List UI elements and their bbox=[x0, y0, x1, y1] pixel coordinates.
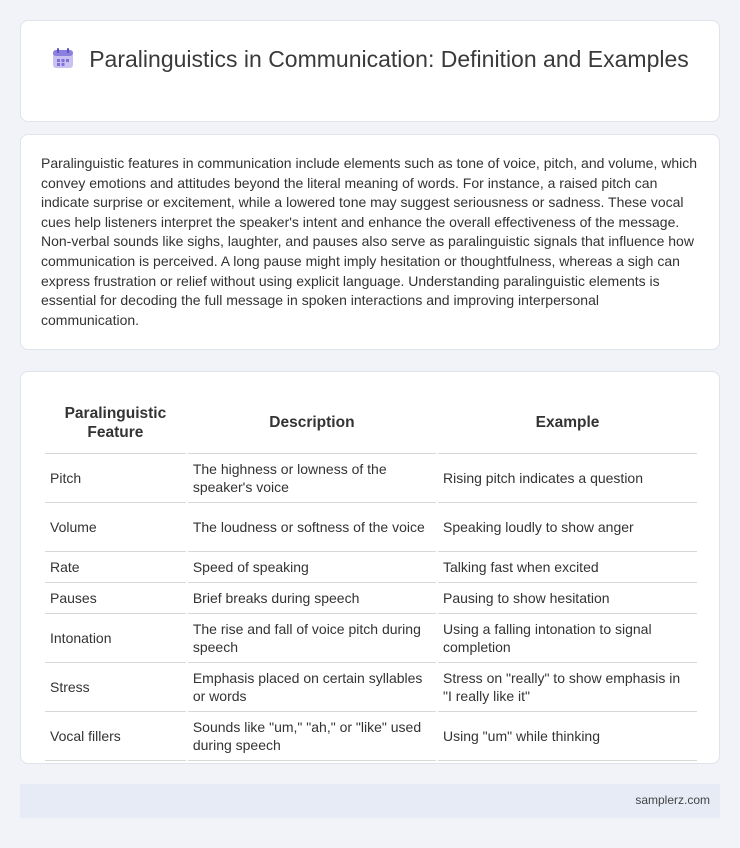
cell-feature: Volume bbox=[45, 503, 186, 552]
table-row bbox=[45, 552, 697, 583]
header-description: Description bbox=[188, 392, 436, 454]
page-title-wrap bbox=[21, 45, 719, 74]
cell-feature: Pauses bbox=[45, 583, 186, 614]
cell-example: Speaking loudly to show anger bbox=[438, 503, 697, 552]
cell-feature: Rate bbox=[45, 552, 186, 583]
cell-description: The highness or lowness of the speaker's voice bbox=[188, 454, 436, 503]
cell-feature: Stress bbox=[45, 663, 186, 712]
table-row bbox=[45, 583, 697, 614]
header-feature: Paralinguistic Feature bbox=[45, 392, 186, 454]
cell-example: Rising pitch indicates a question bbox=[438, 454, 697, 503]
cell-example: Pausing to show hesitation bbox=[438, 583, 697, 614]
cell-example: Talking fast when excited bbox=[438, 552, 697, 583]
cell-description: Brief breaks during speech bbox=[188, 583, 436, 614]
cell-feature: Intonation bbox=[45, 614, 186, 663]
header-example: Example bbox=[438, 392, 697, 454]
table-row bbox=[45, 663, 697, 712]
intro-card bbox=[20, 134, 720, 350]
cell-description: Sounds like "um," "ah," or "like" used during speech bbox=[188, 712, 436, 761]
cell-feature: Vocal fillers bbox=[45, 712, 186, 761]
footer-site-link[interactable]: samplerz.com bbox=[635, 793, 710, 807]
cell-example: Stress on "really" to show emphasis in "I really like it" bbox=[438, 663, 697, 712]
intro-paragraph: Paralinguistic features in communication include elements such as tone of voice, pitch, and volume, which convey emotions and attitudes beyond the literal meaning of words. For instance, a raised pitch can indicate surprise or excitement, while a lowered tone may suggest seriousness or sadness. These vocal cues help listeners interpret the speaker's intent and enhance the overall effectiveness of the message. Non-verbal sounds like sighs, laughter, and pauses also serve as paralinguistic signals that influence how communication is perceived. A long pause might imply hesitation or thoughtfulness, whereas a sigh can express frustration or relief without using explicit language. Understanding paralinguistic elements is essential for decoding the full message in spoken interactions and improving interpersonal communication. bbox=[41, 155, 698, 328]
calendar-icon bbox=[51, 46, 75, 70]
cell-example: Using "um" while thinking bbox=[438, 712, 697, 761]
table-card bbox=[20, 371, 720, 764]
features-table bbox=[43, 392, 699, 761]
cell-description: Speed of speaking bbox=[188, 552, 436, 583]
table-header-row bbox=[45, 392, 697, 454]
footer-bar bbox=[20, 784, 720, 818]
cell-example: Using a falling intonation to signal completion bbox=[438, 614, 697, 663]
table-row bbox=[45, 454, 697, 503]
table-row bbox=[45, 503, 697, 552]
page-title: Paralinguistics in Communication: Definition and Examples bbox=[89, 46, 689, 72]
title-card bbox=[20, 20, 720, 122]
cell-description: Emphasis placed on certain syllables or words bbox=[188, 663, 436, 712]
table-row bbox=[45, 614, 697, 663]
cell-feature: Pitch bbox=[45, 454, 186, 503]
table-row bbox=[45, 712, 697, 761]
cell-description: The rise and fall of voice pitch during speech bbox=[188, 614, 436, 663]
cell-description: The loudness or softness of the voice bbox=[188, 503, 436, 552]
